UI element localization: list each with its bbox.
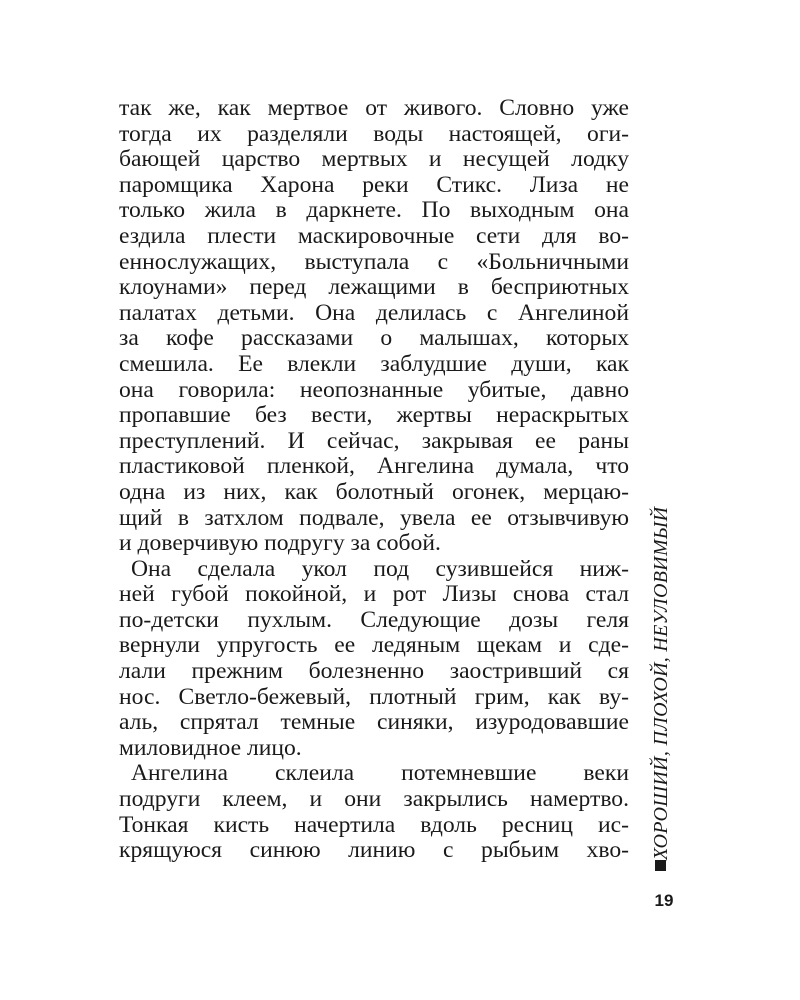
page-number: 19 (654, 891, 674, 910)
text-line: еннослужащих, выступала с «Больничными (119, 248, 629, 275)
square-marker-icon (655, 860, 666, 871)
text-line: и доверчивую подругу за собой. (119, 530, 441, 557)
text-line: клоунами» перед лежащими в бесприютных (119, 274, 629, 301)
text-line: щий в затхлом подвале, увела ее отзывчивую (119, 504, 629, 531)
text-line: миловидное лицо. (119, 734, 302, 761)
text-line: по-детски пухлым. Следующие дозы геля (119, 606, 629, 633)
paragraph-first-line: Она сделала укол под сузившейся ниж- (131, 555, 629, 582)
text-line: аль, спрятал темные синяки, изуродовавшие (119, 709, 629, 736)
text-line: крящуюся синюю линию с рыбьим хво- (119, 837, 629, 864)
text-line: палатах детьми. Она делилась с Ангелиной (119, 299, 629, 326)
text-line: за кофе рассказами о малышах, которых (119, 325, 629, 352)
text-line: пропавшие без вести, жертвы нераскрытых (119, 402, 629, 429)
text-line: подруги клеем, и они закрылись намертво. (119, 786, 629, 813)
text-line: ездила плести маскировочные сети для во- (119, 222, 629, 249)
text-line: так же, как мертвое от живого. Словно уже (119, 95, 629, 121)
text-line: Тонкая кисть начертила вдоль ресниц ис- (119, 811, 629, 838)
text-line: преступлений. И сейчас, закрывая ее раны (119, 427, 629, 454)
text-line: бающей царство мертвых и несущей лодку (119, 146, 629, 173)
text-line: вернули упругость ее ледяным щекам и сде- (119, 632, 629, 659)
body-text (119, 96, 629, 864)
text-line: она говорила: неопознанные убитые, давно (119, 376, 629, 403)
text-line: лали прежним болезненно заостривший ся (119, 658, 629, 685)
running-head (650, 506, 672, 880)
text-line: нос. Светло-бежевый, плотный грим, как ву- (119, 683, 629, 710)
text-line: тогда их разделяли воды настоящей, оги- (119, 120, 629, 147)
text-line: ней губой покойной, и рот Лизы снова стал (119, 581, 629, 608)
paragraph-first-line: Ангелина склеила потемневшие веки (131, 760, 629, 787)
text-line: только жила в даркнете. По выходным она (119, 197, 629, 224)
text-line: одна из них, как болотный огонек, мерцаю- (119, 478, 629, 505)
text-line: пластиковой пленкой, Ангелина думала, что (119, 453, 629, 480)
text-line: смешила. Ее влекли заблудшие души, как (119, 350, 629, 377)
text-line: паромщика Харона реки Стикс. Лиза не (119, 171, 629, 198)
running-head-title: ХОРОШИЙ, ПЛОХОЙ, НЕУЛОВИМЫЙ (650, 506, 672, 860)
